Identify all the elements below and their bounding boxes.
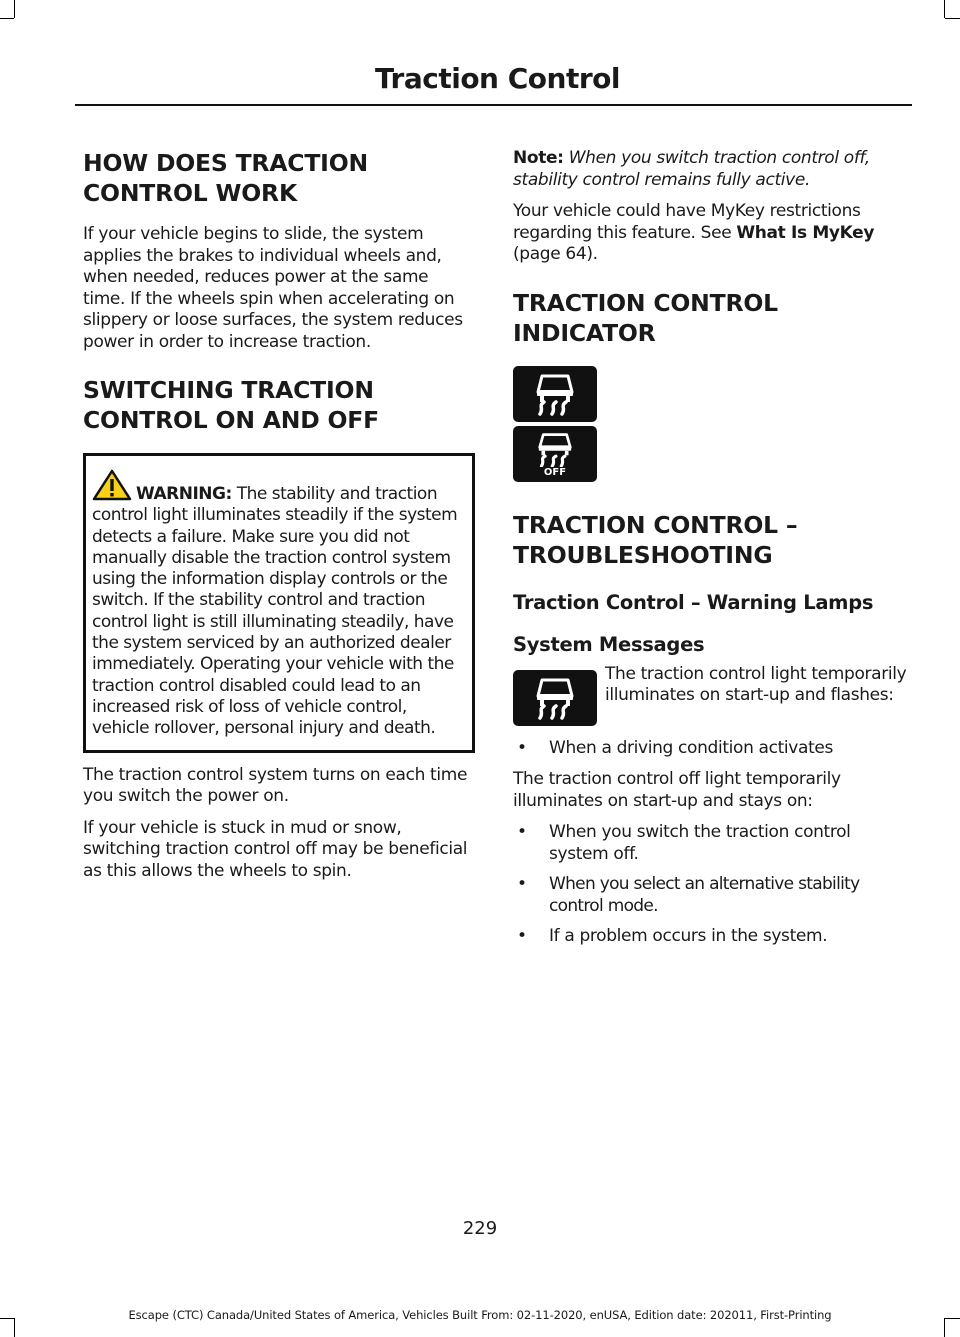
warning-box [83,453,475,753]
section-heading-indicator: TRACTION CONTROL INDICATOR [513,288,778,347]
left-column [83,148,475,892]
page-number: 229 [462,1218,498,1239]
list-item: • When you switch the traction control system off. [513,822,908,865]
page-header-title: Traction Control [375,62,620,95]
section-heading-how-it-works: HOW DOES TRACTION CONTROL WORK [83,149,368,207]
bullet-list-off [513,822,908,948]
note-paragraph [513,148,908,191]
note-label: Note: [513,148,564,168]
system-message-row [513,664,908,726]
crop-mark [0,18,14,19]
subheading-warning-lamps: Traction Control – Warning Lamps [513,590,874,614]
paragraph-off-light: The traction control off light temporarily illuminates on start-up and stays on: [513,769,841,811]
list-item: • If a problem occurs in the system. [513,926,908,948]
warning-text: The stability and traction control light illuminates steadily if the system detects a failure. Make sure you did not manually disable the traction control system using the information display controls or the switch. If the stability control and traction control light is still illuminating steadily, have the system serviced by an authorized dealer immediately. Operating your vehicle with the traction control disabled could lead to an increased risk of loss of vehicle control, vehicle rollover, personal injury and death. [92,484,458,739]
list-item: • When you select an alternative stability control mode. [513,874,908,917]
page-footer: Escape (CTC) Canada/United States of America, Vehicles Built From: 02-11-2020, enUSA, Edition date: 202011, First-Printing [128,1308,832,1322]
note-text: When you switch traction control off, stability control remains fully active. [513,148,870,190]
traction-control-off-icon [513,426,597,482]
mykey-text: Your vehicle could have MyKey restrictions regarding this feature. See [513,201,861,243]
section-heading-troubleshooting: TRACTION CONTROL – TROUBLESHOOTING [513,510,798,569]
right-column [513,148,908,958]
crop-mark [14,0,15,18]
crop-mark [944,0,945,18]
bullet-list-flash [513,738,908,760]
list-item: • When a driving condition activates [513,738,908,760]
paragraph-how-it-works: If your vehicle begins to slide, the system applies the brakes to individual wheels and, when needed, reduces power at the same time. If the wheels spin when accelerating on slippery or loose surfaces, the system reduces power in order to increase traction. [83,224,463,352]
mykey-page-ref: (page 64). [513,244,598,264]
paragraph-power-on: The traction control system turns on each time you switch the power on. [83,764,468,807]
subheading-system-messages: System Messages [513,632,705,656]
indicator-icons [513,366,908,482]
off-label: OFF [543,467,567,478]
warning-triangle-icon [92,469,132,501]
section-heading-switching: SWITCHING TRACTION CONTROL ON AND OFF [83,376,380,434]
system-message-text: The traction control light temporarily illuminates on start-up and flashes: [605,663,907,705]
warning-paragraph [92,469,466,740]
crop-mark [945,18,960,19]
mykey-paragraph [513,201,908,266]
header-rule [75,104,912,106]
warning-label: WARNING: [136,484,232,504]
mykey-link[interactable]: What Is MyKey [736,222,875,243]
paragraph-mud-snow: If your vehicle is stuck in mud or snow, switching traction control off may be beneficial as this allows the wheels to spin. [83,817,468,881]
traction-control-icon [513,670,597,726]
traction-control-icon [513,366,597,422]
